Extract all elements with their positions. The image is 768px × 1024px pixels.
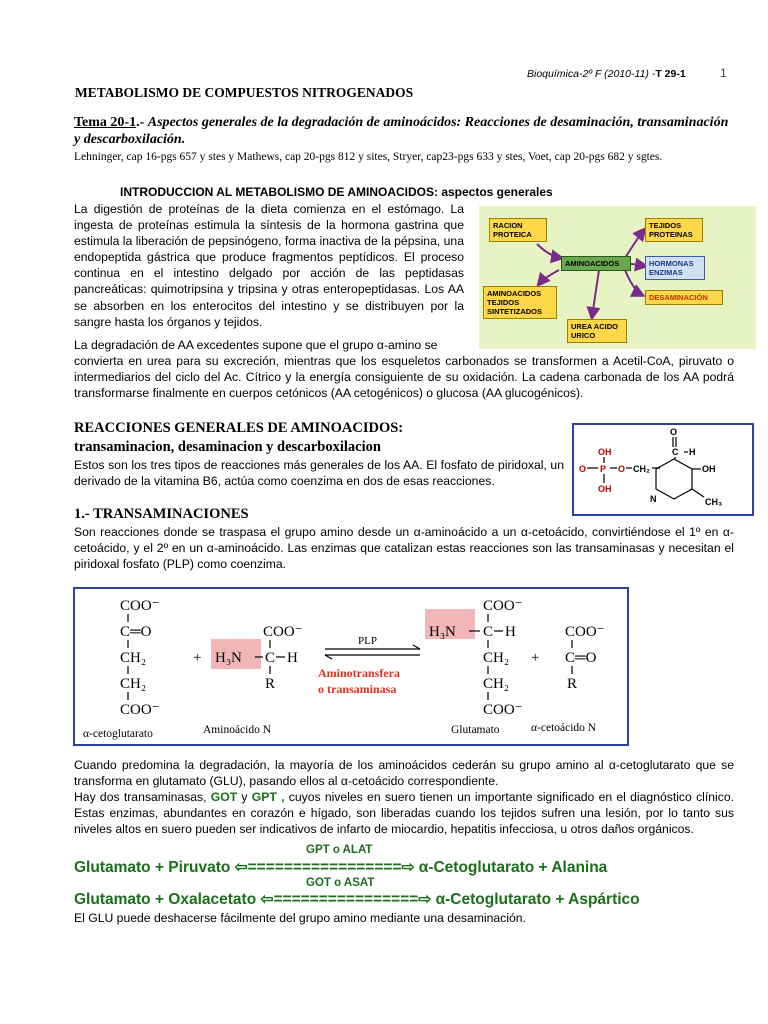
transaminases-rest: cuyos niveles en suero tienen un importante significado en el diagnóstico clínico. Estas enzimas, abundantes en corazón e hígado, son liberadas cuando los tejidos sufren una lesión, por lo tanto sus niveles altos en suero pueden ser indicativos de infarto de miocardio, hepatitis infecciosa, u otros daños orgánicos. [74, 790, 734, 837]
plp-phosphorus: P [600, 464, 607, 474]
akg-coo-bottom: COO⁻ [120, 702, 160, 718]
enzyme-name-line2: o transaminasa [318, 682, 397, 696]
got-term: GOT [210, 790, 238, 804]
glu-coo-top: COO⁻ [483, 598, 523, 614]
plp-ch3: CH₃ [705, 497, 723, 507]
glu-h3n: H₃N [429, 624, 456, 640]
glu-coo-bottom: COO⁻ [483, 702, 523, 718]
glu-c: C [483, 624, 494, 640]
aa-r: R [265, 676, 276, 692]
section2-heading-1: REACCIONES GENERALES DE AMINOACIDOS: [74, 420, 404, 436]
tema-subtitle: Aspectos generales de la degradación de aminoácidos: Reacciones de desaminación, transaminación y descarboxilación. [74, 115, 729, 147]
ka-coo: COO⁻ [565, 624, 605, 640]
equation1-enzyme: GPT o ALAT [306, 844, 373, 856]
plp-o-aldehyde: O [670, 427, 678, 437]
akg-ch2-2: CH₂ [120, 676, 147, 692]
hormonas-enzimas-box: HORMONAS ENZIMAS [645, 256, 705, 280]
glu-h: H [505, 624, 516, 640]
equation2-enzyme: GOT o ASAT [306, 877, 375, 889]
plp-o-bridge: O [618, 464, 626, 474]
desaminacion-box: DESAMINACIÓN [645, 290, 723, 305]
transamination-reaction-figure [73, 587, 629, 746]
intro-paragraph-2a: La degradación de AA excedentes supone que el grupo α-amino se [74, 338, 438, 352]
paragraph-transaminases [74, 789, 734, 837]
running-header [527, 68, 686, 80]
akg-co: C═O [120, 624, 152, 640]
reaction-scheme [75, 589, 627, 744]
aa-coo: COO⁻ [263, 624, 303, 640]
amino-acid-flow-diagram [479, 206, 756, 349]
page-title: METABOLISMO DE COMPUESTOS NITROGENADOS [75, 85, 414, 100]
paragraph-after-reaction: Cuando predomina la degradación, la mayoría de los aminoácidos cederán su grupo amino al α-cetoglutarato que se transforma en glutamato (GLU), pasando ellos al α-cetoácido correspondiente. [74, 758, 734, 789]
arrow-aa-to-tejidos-sintetizados [539, 270, 559, 284]
aa-h3n: H₃N [215, 650, 242, 666]
glu-ch2-2: CH₂ [483, 676, 510, 692]
section2-heading-2: transaminacion, desaminacion y descarboxilacion [74, 439, 381, 455]
references: Lehninger, cap 16-pgs 657 y stes y Mathews, cap 20-pgs 812 y sites, Stryer, cap23-pgs 633 y stes, Voet, cap 20-pgs 682 y sgtes. [74, 151, 663, 163]
transaminaciones-paragraph: Son reacciones donde se traspasa el grupo amino desde un α-aminoácido a un α-cetoácido, convirtiéndose el 1º en α-cetoácido, y el 2º en un α-aminoácido. Las enzimas que catalizan estas reacciones son las transaminasas y necesitan el piridoxal fosfato (PLP) como coenzima. [74, 525, 734, 572]
ka-r: R [567, 676, 578, 692]
racion-proteica-box: RACION PROTEICA [489, 218, 547, 242]
plp-label: PLP [358, 635, 377, 647]
page-number: 1 [720, 66, 727, 80]
ka-co: C═O [565, 650, 597, 666]
plp-ch2: CH₂ [633, 464, 650, 474]
equation1: Glutamato + Piruvato ⇦=================⇨ α-Cetoglutarato + Alanina [74, 859, 608, 876]
plp-oh-bottom: OH [598, 484, 612, 494]
equation2: Glutamato + Oxalacetato ⇦================⇨ α-Cetoglutarato + Aspártico [74, 891, 640, 908]
pyridoxal-phosphate-structure [572, 423, 754, 516]
akg-coo-top: COO⁻ [120, 598, 160, 614]
plus-1: + [193, 650, 202, 666]
plp-oh-ring: OH [702, 464, 716, 474]
label-amino-acid: Aminoácido N [203, 724, 272, 736]
arrow-aa-to-urea [592, 270, 599, 317]
plp-oh-top: OH [598, 447, 612, 457]
plp-c-aldehyde: C [672, 447, 679, 457]
intro-paragraph-1: La digestión de proteínas de la dieta comienza en el estómago. La ingesta de proteínas estimula la síntesis de la hormona gastrina que estimula la liberación de pepsinógeno, forma inactiva de la pépsina, una endopeptida gástrica que produce fragmentos peptídicos. El proceso continua en el intestino delgado por acción de las peptidasas pancreáticas: quimotripsina y tripsina y otras enteropeptidasas. Los AA se absorben en los enterocitos del intestino y se distribuyen por la sangre hasta los órganos y tejidos. [74, 202, 464, 329]
plp-molecule [574, 425, 752, 514]
label-glutamate: Glutamato [451, 724, 500, 736]
transaminases-lead: Hay dos transaminasas, [74, 790, 211, 804]
gpt-term: GPT , [251, 790, 285, 804]
intro-heading: INTRODUCCION AL METABOLISMO DE AMINOACIDOS: aspectos generales [120, 185, 553, 199]
glu-ch2-1: CH₂ [483, 650, 510, 666]
arrow-aa-to-desaminacion [625, 270, 642, 295]
intro-paragraph-2b: convierta en urea para su excreción, mientras que los esqueletos carbonados se transformen a Acetil-CoA, piruvato o intermediarios del ciclo del Ac. Cítrico y la energía consiguiente de su oxidación. La cadena carbonada de los AA podrá transformarse finalmente en cuerpos cetónicos (AA cetogénicos) o glucosa (AA glucogénicos). [74, 354, 734, 401]
transaminaciones-heading: 1.- TRANSAMINACIONES [74, 506, 249, 522]
arrow-aa-to-tejidos [625, 230, 644, 258]
label-akg: α-cetoglutarato [83, 728, 153, 740]
aa-c: C [265, 650, 276, 666]
label-keto-acid: α-cetoácido N [531, 722, 597, 734]
aa-tejidos-sintetizados-box: AMINOACIDOS TEJIDOS SINTETIZADOS [483, 286, 557, 319]
arrow-racion-to-aa [537, 244, 561, 258]
conj-y: y [237, 790, 252, 804]
aminoacidos-box: AMINOACIDOS [561, 256, 631, 271]
akg-ch2-1: CH₂ [120, 650, 147, 666]
plp-h-aldehyde: H [689, 447, 696, 457]
section2-paragraph: Estos son los tres tipos de reacciones más generales de los AA. El fosfato de piridoxal, un derivado de la vitamina B6, actúa como coenzima en dos de esas reacciones. [74, 458, 564, 489]
plp-n-ring: N [650, 494, 657, 504]
aa-h: H [287, 650, 298, 666]
final-sentence: El GLU puede deshacerse fácilmente del grupo amino mediante una desaminación. [74, 911, 526, 925]
urea-acido-urico-box: UREA ACIDO URICO [567, 319, 627, 343]
enzyme-name-line1: Aminotransfera [318, 666, 400, 680]
course-label: Bioquímica-2º F (2010-11) - [527, 68, 656, 80]
tema-label: Tema 20-1 [74, 115, 137, 130]
plus-2: + [531, 650, 540, 666]
chapter-code: T 29-1 [655, 68, 686, 80]
tejidos-proteinas-box: TEJIDOS PROTEINAS [645, 218, 703, 242]
tema-sep: .- [136, 115, 148, 130]
tema-heading [74, 114, 734, 148]
plp-o-left: O [579, 464, 587, 474]
